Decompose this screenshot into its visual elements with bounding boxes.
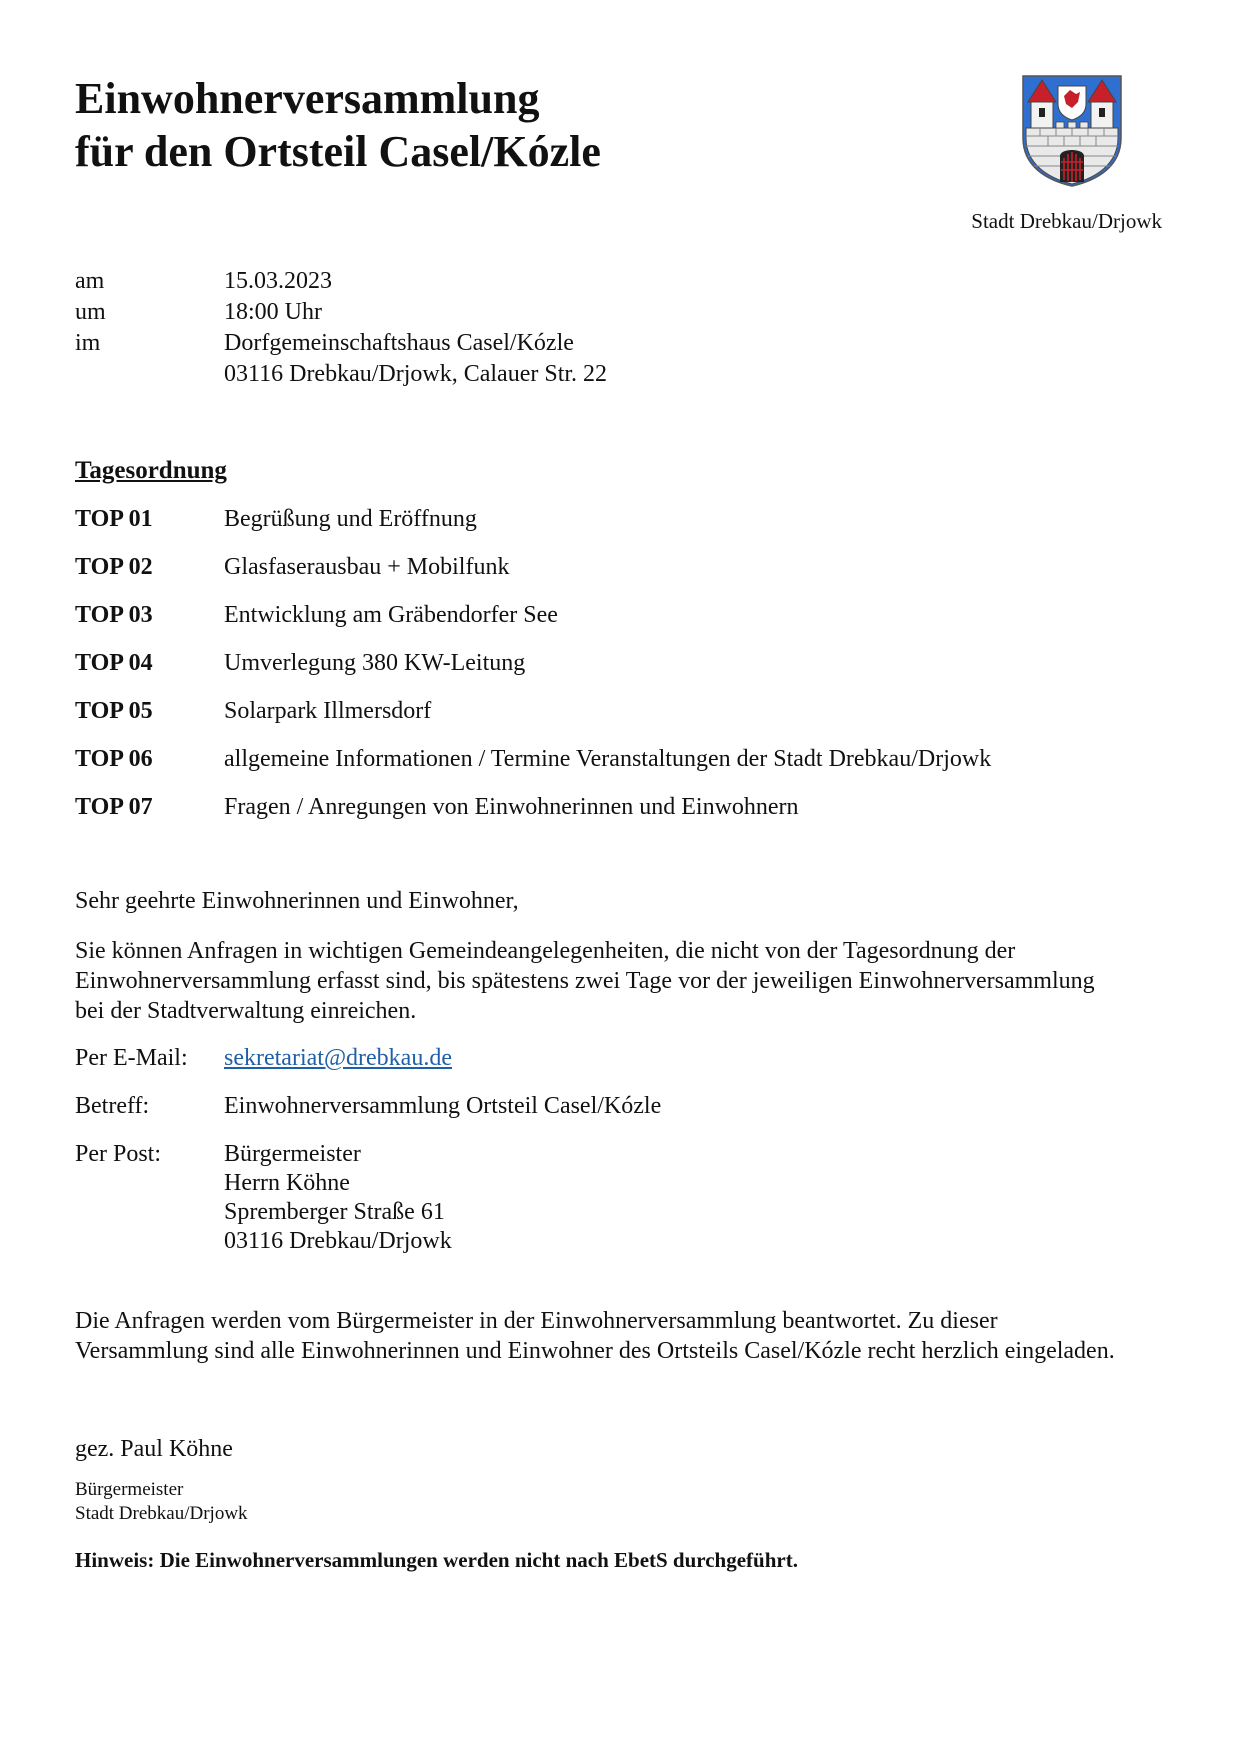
place-line-2: 03116 Drebkau/Drjowk, Calauer Str. 22 xyxy=(224,361,608,387)
coat-of-arms-icon xyxy=(1020,74,1124,188)
intro-line-3: bei der Stadtverwaltung einreichen. xyxy=(75,998,417,1024)
notice: Hinweis: Die Einwohnerversammlungen werden nicht nach EbetS durchgeführt. xyxy=(75,1548,798,1572)
subject-value: Einwohnerversammlung Ortsteil Casel/Kózle xyxy=(224,1093,662,1119)
salutation: Sehr geehrte Einwohnerinnen und Einwohner, xyxy=(75,888,519,914)
document-title xyxy=(75,72,601,178)
agenda-item-text: Solarpark Illmersdorf xyxy=(224,698,432,724)
subject-label: Betreff: xyxy=(75,1093,150,1119)
postal-address xyxy=(224,1140,452,1256)
title-line-1: Einwohnerversammlung xyxy=(75,74,540,123)
post-line-2: Herrn Köhne xyxy=(224,1170,350,1196)
agenda-item xyxy=(75,792,991,840)
email-label: Per E-Mail: xyxy=(75,1045,188,1071)
intro-line-2: Einwohnerversammlung erfasst sind, bis spätestens zwei Tage vor der jeweiligen Einwohnerversammlung xyxy=(75,968,1095,994)
agenda-item xyxy=(75,648,991,696)
post-line-3: Spremberger Straße 61 xyxy=(224,1199,445,1225)
meeting-date-row xyxy=(75,266,607,297)
time-label: um xyxy=(75,299,106,325)
role-line-2: Stadt Drebkau/Drjowk xyxy=(75,1503,248,1524)
post-row xyxy=(75,1140,661,1256)
email-link[interactable]: sekretariat@drebkau.de xyxy=(224,1045,452,1071)
agenda-item-text: Glasfaserausbau + Mobilfunk xyxy=(224,554,510,580)
date-value: 15.03.2023 xyxy=(224,268,332,294)
agenda-item-text: Fragen / Anregungen von Einwohnerinnen und Einwohnern xyxy=(224,794,799,820)
agenda-item xyxy=(75,600,991,648)
post-line-1: Bürgermeister xyxy=(224,1141,361,1167)
agenda-item-number: TOP 07 xyxy=(75,794,153,820)
agenda-item-number: TOP 03 xyxy=(75,602,153,628)
agenda-heading: Tagesordnung xyxy=(75,457,227,484)
signatory-role xyxy=(75,1478,248,1526)
agenda-item-number: TOP 01 xyxy=(75,506,153,532)
email-row xyxy=(75,1044,661,1073)
closing-paragraph xyxy=(75,1306,1185,1366)
signature-line: gez. Paul Köhne xyxy=(75,1436,233,1462)
agenda-item-text: Umverlegung 380 KW-Leitung xyxy=(224,650,526,676)
contact-details xyxy=(75,1044,661,1275)
agenda-item xyxy=(75,504,991,552)
agenda-item-number: TOP 06 xyxy=(75,746,153,772)
place-value xyxy=(224,328,607,390)
time-value: 18:00 Uhr xyxy=(224,299,322,325)
role-line-1: Bürgermeister xyxy=(75,1479,184,1500)
agenda-item-text: Begrüßung und Eröffnung xyxy=(224,506,477,532)
subject-row xyxy=(75,1092,661,1121)
place-label: im xyxy=(75,330,101,356)
intro-paragraph xyxy=(75,936,1185,1026)
post-label: Per Post: xyxy=(75,1141,162,1167)
agenda-item xyxy=(75,552,991,600)
agenda-item-text: Entwicklung am Gräbendorfer See xyxy=(224,602,558,628)
intro-line-1: Sie können Anfragen in wichtigen Gemeindeangelegenheiten, die nicht von der Tagesordnung der xyxy=(75,938,1016,964)
agenda-item-number: TOP 05 xyxy=(75,698,153,724)
meeting-place-row xyxy=(75,328,607,390)
agenda-item-number: TOP 02 xyxy=(75,554,153,580)
meeting-time-row xyxy=(75,297,607,328)
agenda-item xyxy=(75,744,991,792)
agenda-item xyxy=(75,696,991,744)
closing-line-1: Die Anfragen werden vom Bürgermeister in der Einwohnerversammlung beantwortet. Zu dieser xyxy=(75,1308,998,1334)
title-line-2: für den Ortsteil Casel/Kózle xyxy=(75,127,601,176)
agenda-list xyxy=(75,504,991,840)
agenda-item-text: allgemeine Informationen / Termine Veranstaltungen der Stadt Drebkau/Drjowk xyxy=(224,746,992,772)
place-line-1: Dorfgemeinschaftshaus Casel/Kózle xyxy=(224,330,574,356)
city-label: Stadt Drebkau/Drjowk xyxy=(971,209,1162,233)
post-line-4: 03116 Drebkau/Drjowk xyxy=(224,1228,452,1254)
agenda-item-number: TOP 04 xyxy=(75,650,153,676)
closing-line-2: Versammlung sind alle Einwohnerinnen und Einwohner des Ortsteils Casel/Kózle recht herzlich eingeladen. xyxy=(75,1338,1115,1364)
meeting-details xyxy=(75,266,607,390)
date-label: am xyxy=(75,268,105,294)
